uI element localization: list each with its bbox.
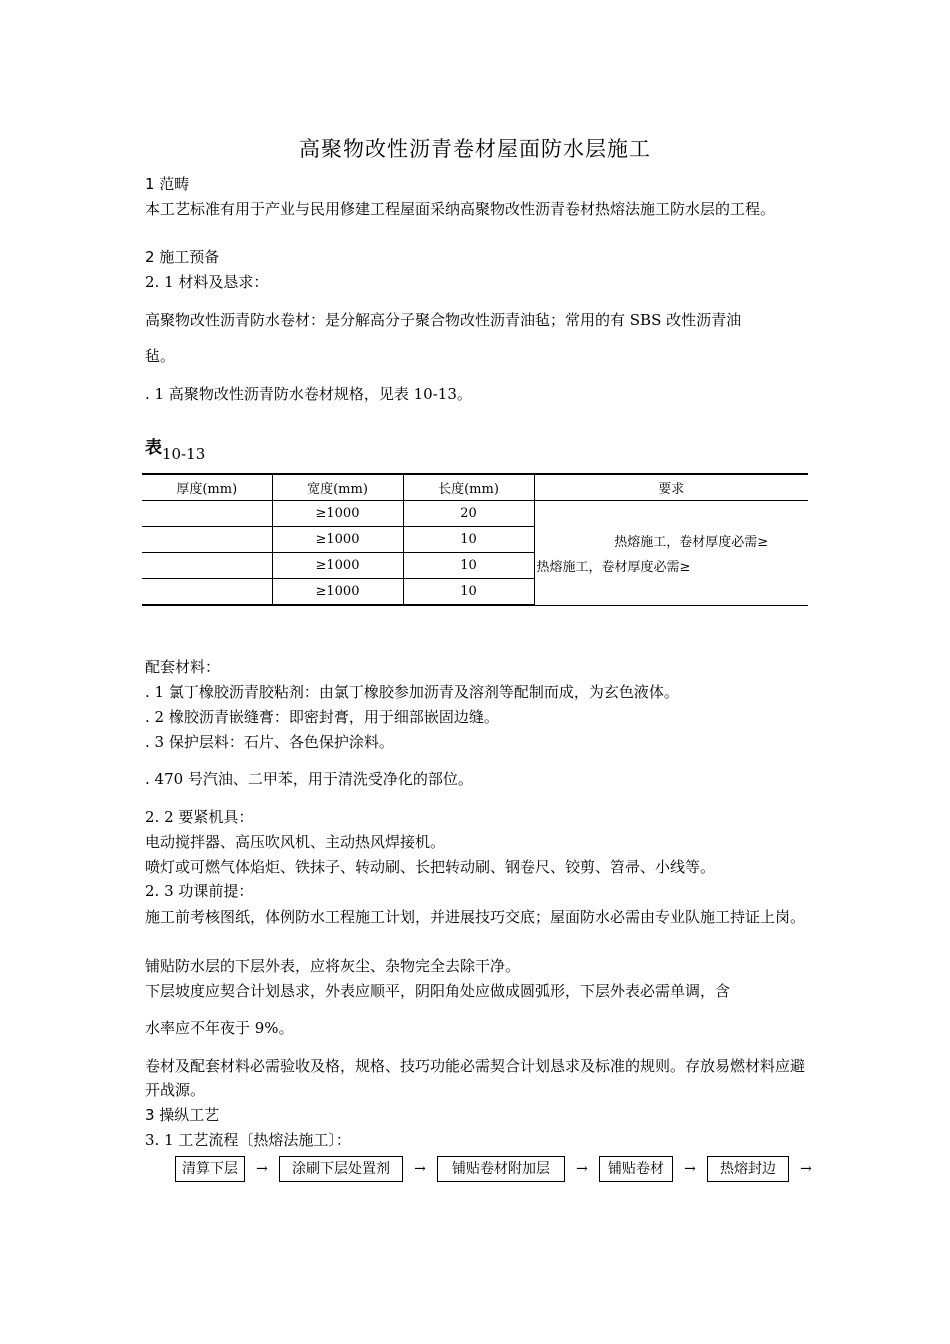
flow-step-primer: 涂刷下层处置剂 bbox=[279, 1156, 403, 1182]
requirement-line-1: 热熔施工，卷材厚度必需≥ bbox=[614, 534, 769, 550]
precondition-4: 卷材及配套材料必需验收及格，规格、技巧功能必需契合计划恳求及标准的规则。存放易燃材料应避开战源。 bbox=[145, 1057, 806, 1099]
cell-length: 10 bbox=[403, 553, 534, 579]
flow-step-clean-base: 清算下层 bbox=[175, 1156, 245, 1182]
spec-table bbox=[142, 473, 808, 606]
equipment-line-1: 电动搅拌器、高压吹风机、主动热风焊接机。 bbox=[145, 833, 446, 851]
cell-width: ≥1000 bbox=[272, 527, 403, 553]
spec-reference: . 1 高聚物改性沥青防水卷材规格，见表 10-13。 bbox=[145, 385, 472, 403]
table-label-number: 10-13 bbox=[162, 445, 206, 463]
materials-heading: 配套材料： bbox=[145, 658, 221, 676]
flow-arrow-icon: → bbox=[800, 1161, 812, 1177]
materials-paragraph-line-2: 毡。 bbox=[145, 347, 176, 365]
cell-thickness bbox=[142, 579, 272, 606]
section-2-2-heading: 2. 2 要紧机具： bbox=[145, 808, 254, 826]
cell-thickness bbox=[142, 501, 272, 527]
requirement-line-2: 热熔施工，卷材厚度必需≥ bbox=[536, 559, 691, 575]
cell-length: 10 bbox=[403, 527, 534, 553]
cell-length: 20 bbox=[403, 501, 534, 527]
section-3-heading: 3 操纵工艺 bbox=[145, 1106, 220, 1124]
flow-arrow-icon: → bbox=[256, 1161, 268, 1177]
cell-thickness bbox=[142, 527, 272, 553]
material-item-1: . 1 氯丁橡胶沥青胶粘剂：由氯丁橡胶参加沥青及溶剂等配制而成，为玄色液体。 bbox=[145, 683, 679, 701]
material-item-2: . 2 橡胶沥青嵌缝膏：即密封膏，用于细部嵌固边缝。 bbox=[145, 708, 499, 726]
material-item-4: . 470 号汽油、二甲苯，用于清洗受净化的部位。 bbox=[145, 770, 473, 788]
page-title: 高聚物改性沥青卷材屋面防水层施工 bbox=[299, 137, 651, 161]
cell-length: 10 bbox=[403, 579, 534, 606]
precondition-3-line-1: 下层坡度应契合计划恳求，外表应顺平，阴阳角处应做成圆弧形，下层外表必需单调，含 bbox=[145, 982, 731, 1000]
table-row bbox=[142, 501, 808, 527]
cell-width: ≥1000 bbox=[272, 579, 403, 606]
flow-step-lay-membrane: 铺贴卷材 bbox=[599, 1156, 673, 1182]
cell-thickness bbox=[142, 553, 272, 579]
table-header-row bbox=[142, 474, 808, 501]
table-label bbox=[145, 433, 206, 463]
precondition-2: 铺贴防水层的下层外表，应将灰尘、杂物完全去除干净。 bbox=[145, 957, 521, 975]
table-label-char: 表 bbox=[145, 438, 162, 458]
flow-arrow-icon: → bbox=[576, 1161, 588, 1177]
flow-step-additional-layer: 铺贴卷材附加层 bbox=[437, 1156, 565, 1182]
header-width: 宽度(mm) bbox=[272, 474, 403, 501]
section-3-1-heading: 3. 1 工艺流程〔热熔法施工〕： bbox=[145, 1131, 351, 1149]
header-requirement: 要求 bbox=[534, 474, 808, 501]
flow-step-heat-seal: 热熔封边 bbox=[707, 1156, 789, 1182]
equipment-line-2: 喷灯或可燃气体焰炬、铁抹子、转动刷、长把转动刷、钢卷尺、铰剪、笤帚、小线等。 bbox=[145, 858, 716, 876]
section-1-heading: 1 范畴 bbox=[145, 175, 190, 193]
header-thickness: 厚度(mm) bbox=[142, 474, 272, 501]
precondition-1: 施工前考核图纸，体例防水工程施工计划，并进展技巧交底；屋面防水必需由专业队施工持证上岗。 bbox=[145, 908, 806, 926]
section-2-heading: 2 施工预备 bbox=[145, 248, 220, 266]
section-2-1-heading: 2. 1 材料及恳求： bbox=[145, 273, 269, 291]
precondition-3-line-2: 水率应不年夜于 9%。 bbox=[145, 1019, 294, 1037]
section-2-3-heading: 2. 3 功课前提： bbox=[145, 882, 254, 900]
cell-requirement bbox=[534, 501, 808, 606]
section-1-body: 本工艺标准有用于产业与民用修建工程屋面采纳高聚物改性沥青卷材热熔法施工防水层的工程。 bbox=[145, 200, 776, 218]
process-flow bbox=[175, 1155, 823, 1183]
materials-paragraph-line-1: 高聚物改性沥青防水卷材：是分解高分子聚合物改性沥青油毡；常用的有 SBS 改性沥青油 bbox=[145, 311, 742, 329]
header-length: 长度(mm) bbox=[403, 474, 534, 501]
cell-width: ≥1000 bbox=[272, 501, 403, 527]
material-item-3: . 3 保护层料：石片、各色保护涂料。 bbox=[145, 733, 394, 751]
cell-width: ≥1000 bbox=[272, 553, 403, 579]
flow-arrow-icon: → bbox=[684, 1161, 696, 1177]
flow-arrow-icon: → bbox=[414, 1161, 426, 1177]
